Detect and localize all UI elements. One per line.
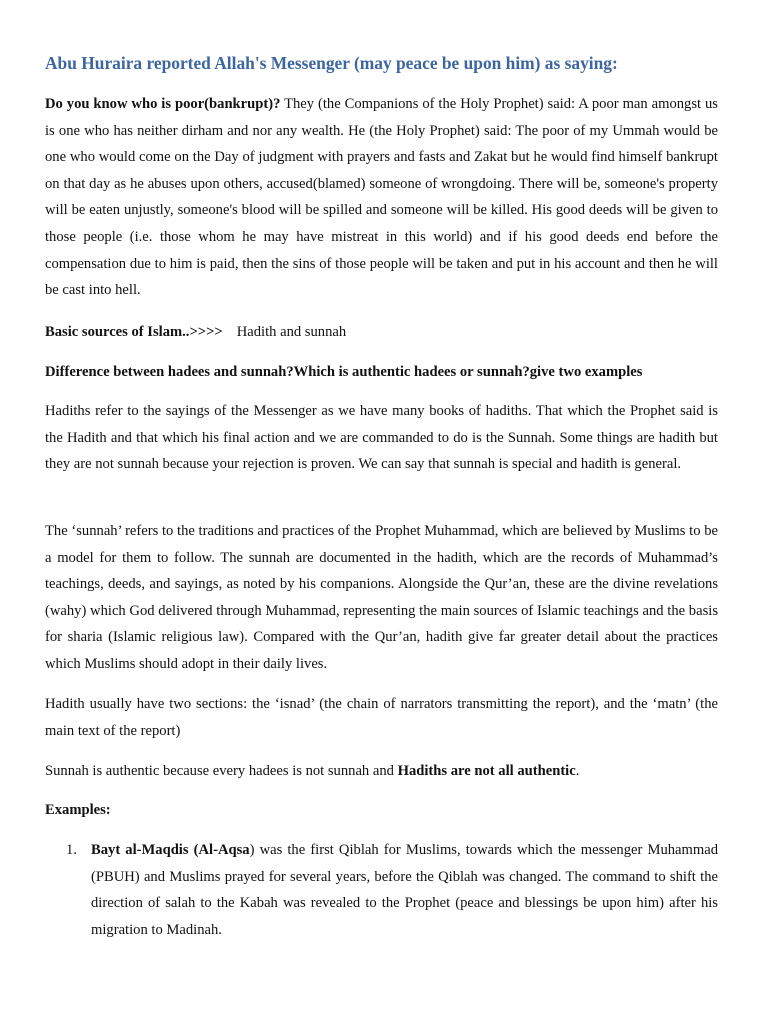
basic-sources-label: Basic sources of Islam..>>>>: [45, 324, 223, 340]
examples-title: Examples:: [45, 802, 111, 818]
hadith-question: Do you know who is poor(bankrupt)?: [45, 96, 281, 112]
authenticity-lead: Sunnah is authentic because every hadees is not sunnah and: [45, 763, 398, 779]
examples-list: [45, 837, 718, 943]
authenticity-end: .: [575, 763, 580, 779]
list-item-number: 1.: [66, 842, 77, 858]
list-item-bold-term: Bayt al-Maqdis (Al-Aqsa: [91, 842, 250, 858]
paragraph-hadith-vs-sunnah: Hadiths refer to the sayings of the Messenger as we have many books of hadiths. That which the Prophet said is the Hadith and that which his final action and we are commanded to do is the Sunnah. Some things are hadith but they are not sunnah because your rejection is proven. We can say that sunnah is special and hadith is general.: [45, 403, 718, 473]
authenticity-emphasis: Hadiths are not all authentic: [397, 763, 576, 779]
paragraph-sunnah-definition: The ‘sunnah’ refers to the traditions and practices of the Prophet Muhammad, which are believed by Muslims to be a model for them to follow. The sunnah are documented in the hadith, which are the records of Muhammad’s teachings, deeds, and sayings, as noted by his companions. Alongside the Qur’an, these are the divine revelations (wahy) which God delivered through Muhammad, representing the main sources of Islamic teachings and the basis for sharia (Islamic religious law). Compared with the Qur’an, hadith give far greater detail about the practices which Muslims should adopt in their daily lives.: [45, 523, 718, 672]
paragraph-authenticity: [45, 758, 718, 785]
list-item-text: ) was the first Qiblah for Muslims, towards which the messenger Muhammad (PBUH) and Muslims prayed for several years, before the Qiblah was changed. The command to shift the direction of salah to the Kabah was revealed to the Prophet (peace and blessings be upon him) after his migration to Madinah.: [91, 842, 718, 938]
difference-question: Difference between hadees and sunnah?Which is authentic hadees or sunnah?give two examples: [45, 364, 643, 380]
paragraph-hadith-sections: Hadith usually have two sections: the ‘isnad’ (the chain of narrators transmitting the report), and the ‘matn’ (the main text of the report): [45, 696, 718, 739]
document-heading: Abu Huraira reported Allah's Messenger (may peace be upon him) as saying:: [45, 53, 618, 73]
basic-sources-value: Hadith and sunnah: [236, 324, 347, 340]
list-item: [45, 837, 718, 943]
basic-sources-line: [45, 319, 718, 346]
hadith-text: They (the Companions of the Holy Prophet) said: A poor man amongst us is one who has neither dirham and nor any wealth. He (the Holy Prophet) said: The poor of my Ummah would be one who would come on the Day of judgment with prayers and fasts and Zakat but he would find himself bankrupt on that day as he abuses upon others, accused(blamed) someone of wrongdoing. There will be, someone's property will be eaten unjustly, someone's blood will be spilled and someone will be killed. His good deeds will be given to those people (i.e. those whom he may have mistreat in this world) and if his good deeds end before the compensation due to him is paid, then the sins of those people will be taken and put in his account and then he will be cast into hell.: [45, 96, 718, 299]
hadith-paragraph: [45, 91, 718, 304]
